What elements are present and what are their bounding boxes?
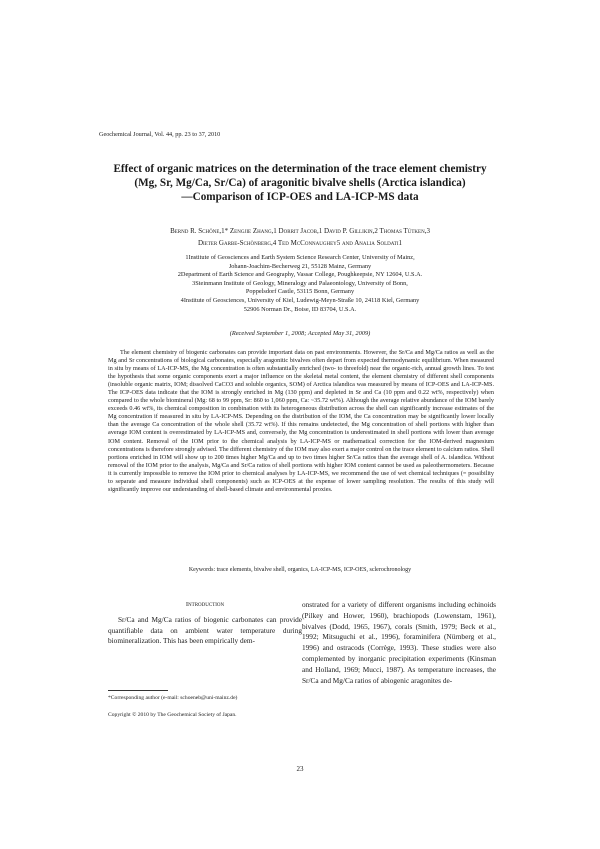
copyright-notice: Copyright © 2010 by The Geochemical Society of Japan.: [108, 712, 237, 718]
title-line: —Comparison of ICP-OES and LA-ICP-MS data: [181, 191, 419, 203]
affiliation-line: 1Institute of Geosciences and Earth System Science Research Center, University of Mainz,: [185, 254, 415, 261]
footnote-rule: [108, 690, 168, 691]
affiliation-line: Poppelsdorf Castle, 53115 Bonn, Germany: [245, 288, 355, 296]
author-line: Dieter Garbe-Schönberg,4 Ted McConnaughey5 and Analia Soldati1: [197, 238, 403, 247]
corresponding-author-footnote: *Corresponding author (e-mail: schoeneb@uni-mainz.de): [108, 695, 238, 701]
title-line: (Mg, Sr, Mg/Ca, Sr/Ca) of aragonitic bivalve shells (Arctica islandica): [134, 177, 466, 189]
author-line: Bernd R. Schöne,1* Zengjie Zhang,1 Dorrit Jacob,1 David P. Gillikin,2 Thomas Tütken,3: [170, 227, 430, 235]
intro-paragraph-continued: onstrated for a variety of different organisms including echinoids (Pilkey and Hower, 1960), brachiopods (Lowenstam, 1961), bivalves (Dodd, 1965, 1967), corals (Smith, 1979; Beck et al., 1992; Mitsuguchi et al., 1996), foraminifera (Nürnberg et al., 1996) and ostracods (Corrège, 1993). These studies were also complemented by inorganic precipitation experiments (Kinsman and Holland, 1969; Mucci, 1987). As temperature increases, the Sr/Ca and Mg/Ca ratios of abiogenic aragonites de-: [302, 600, 496, 685]
received-dates: (Received September 1, 2008; Accepted May 31, 2009): [229, 330, 371, 337]
affiliation-line: 4Institute of Geosciences, University of Kiel, Ludewig-Meyn-Straße 10, 24118 Kiel, Germany: [180, 296, 420, 304]
abstract: The element chemistry of biogenic carbonates can provide important data on past environments. However, the Sr/Ca and Mg/Ca ratios as well as the Mg and Sr concentrations of biological carbonates, especially aragonitic bivalves often depart from expected thermodynamic equilibrium. When measured in situ by means of LA-ICP-MS, the Mg concentration is often substantially enriched (two- to threefold) near the organic-rich, annual growth lines. To test the hypothesis that some organic components exert a major influence on the skeletal metal content, the element chemistry of different shell components (insoluble organic matrix, IOM; dissolved CaCO3 and soluble organics, SOM) of Arctica islandica was measured by means of ICP-OES and LA-ICP-MS. The ICP-OES data indicate that the IOM is strongly enriched in Mg (130 ppm) and depleted in Sr and Ca (10 ppm and 0.22 wt%, respectively) when compared to the whole biomineral (Mg: 68 to 99 ppm, Sr: 860 to 1,060 ppm, Ca: ~35.72 wt%). Although the average relative abundance of the IOM barely exceeds 0.46 wt%, its chemical composition in combination with its heterogeneous distribution across the shell can significantly increase estimates of the Mg concentration if measured in situ by LA-ICP-MS. Depending on the distribution of the IOM, the Ca concentration may be significantly lower locally than the average Ca concentration of the whole shell (35.72 wt%). If this remains undetected, the Mg concentration of shell portions with higher than average IOM content is overestimated by LA-ICP-MS and, conversely, the Mg concentration is underestimated in shell portions with lower than average IOM content. Removal of the IOM prior to the chemical analysis by LA-ICP-MS or mathematical correction for the IOM-derived magnesium concentrations is therefore strongly advised. The different chemistry of the IOM may also exert a major control on the trace element to calcium ratios. Shell portions enriched in IOM will show up to 200 times higher Mg/Ca and up to two times higher Sr/Ca ratios than the average shell of A. islandica. Without removal of the IOM prior to the analysis, Mg/Ca and Sr/Ca ratios of shell portions with higher IOM content cannot be used as paleothermometers. Because it is currently impossible to remove the IOM prior to chemical analyses by LA-ICP-MS, we recommend the use of wet chemical techniques (= possibility to separate and measure individual shell components) such as ICP-OES at the expense of lower sampling resolution. The results of this study will significantly improve our understanding of shell-based climate and environmental proxies.: [108, 349, 494, 493]
affiliation-line: Johann-Joachim-Becherweg 21, 55128 Mainz, Germany: [228, 262, 372, 270]
intro-column-left: [108, 600, 302, 647]
paper-title: [85, 162, 515, 204]
footnote-area: [108, 690, 302, 702]
affiliation-line: 3Steinmann Institute of Geology, Mineralogy and Palaeontology, University of Bonn,: [192, 279, 408, 287]
affiliation-line: 52906 Norman Dr., Boise, ID 83704, U.S.A.: [243, 305, 357, 313]
section-heading: Introduction: [185, 601, 225, 608]
affiliations: [100, 254, 500, 314]
journal-reference: Geochemical Journal, Vol. 44, pp. 23 to 37, 2010: [99, 131, 221, 138]
intro-paragraph: Sr/Ca and Mg/Ca ratios of biogenic carbonates can provide quantifiable data on ambient water temperature during biomineralization. This has been empirically dem-: [108, 614, 302, 646]
intro-column-right: [302, 600, 496, 686]
author-list: [100, 226, 500, 249]
affiliation-line: 2Department of Earth Science and Geography, Vassar College, Poughkeepsie, NY 12604, U.S.A.: [177, 271, 423, 279]
page-number: 23: [296, 765, 304, 773]
keywords: Keywords: trace elements, bivalve shell, organics, LA-ICP-MS, ICP-OES, sclerochronology: [188, 567, 412, 573]
title-line: Effect of organic matrices on the determination of the trace element chemistry: [113, 163, 487, 175]
